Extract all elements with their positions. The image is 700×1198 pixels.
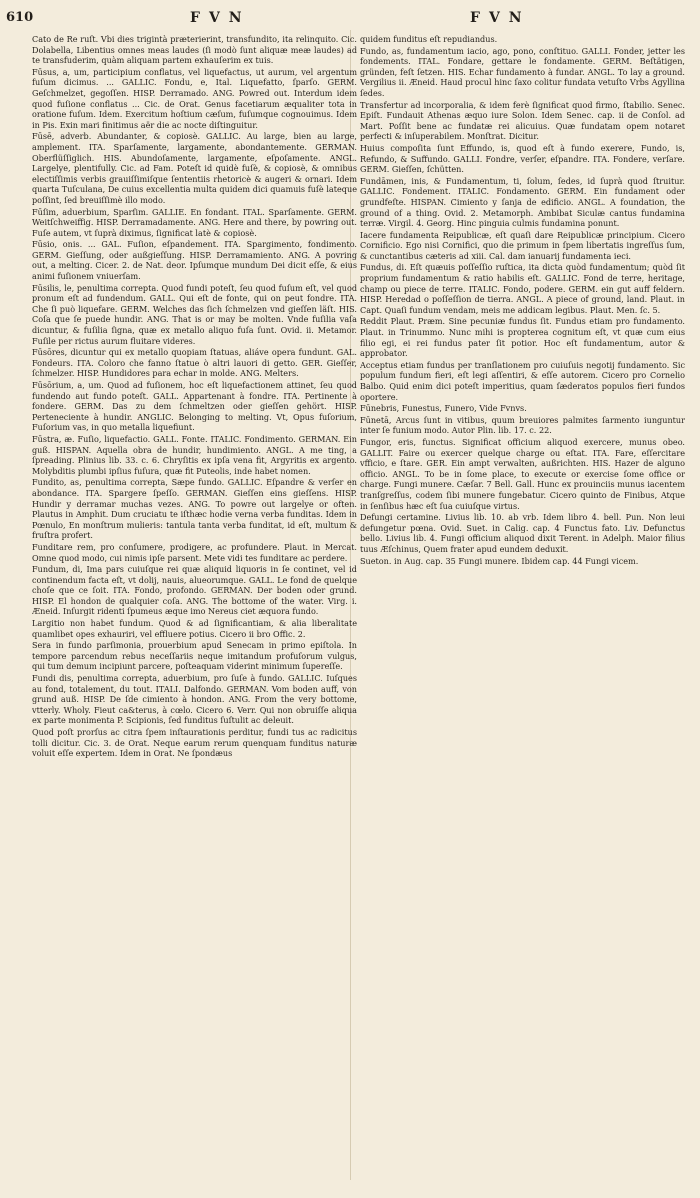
dictionary-entry: Fūsōres, dicuntur qui ex metallo quopiam ſtatuas, aliáve opera fundunt. GAL. Fondeurs. ITA. Coloro che fanno ſtatue ò altri lauori di getto. GER. Gieſſer, ſchmelzer. HISP. Hundidores para echar in molde. ANG. Melters. [32,347,357,379]
dictionary-entry: Quod poſt prorſus ac citra ſpem inſtaurationis perditur, fundi tus ac radicitus tolli dicitur. Cic. 3. de Orat. Neque earum rerum quenquam funditus naturæ voluit eſſe expertem. Idem in Orat. Ne ſpondæus [32,727,357,759]
dictionary-entry: Fūſim, aduerbium, Sparſim. GALLIE. En fondant. ITAL. Sparſamente. GERM. Weitſchweiffig. HISP. Derramadamente. ANG. Here and there, by powring out. Fuſe autem, vt ſuprà diximus, ſignificat latè & copiosè. [32,206,357,238]
running-head-left: FVN [190,10,251,26]
dictionary-entry: quidem funditus eſt repudiandus. [360,34,498,44]
dictionary-entry: Fūsē, adverb. Abundanter, & copiosè. GALLIC. Au large, bien au large, amplement. ITA. Sparſamente, largamente, abondantemente. GERMAN. Oberflüſſiglich. HIS. Abundoſamente, largamente, eſpoſamente. ANGL. Largelye, plentifully. Cic. ad Fam. Poteſt id quidè fuſè, & copiosè, & omnibus electiſſimis verbis grauiſſimiſque ſententiis rhetoricè & augeri & ornari. Idem quarta Tuſculana, De cuius excellentia multa quidem dici quamuis fuſè lateque poſſint, ſed breuiſſimè illo modo. [32,131,357,205]
dictionary-entry: Cato de Re ruſt. Vbi dies trigintà præterierint, transfundito, ita relinquito. Cic. Dolabella, Libentius omnes meas laudes (ſi modò ſunt aliquæ meæ laudes) ad te transfuderim, quàm aliquam partem exhauſerim ex tuis. [32,34,357,66]
dictionary-entry: Fūsilis, le, penultima correpta. Quod fundi poteſt, ſeu quod fuſum eſt, vel quod pronum eſt ad fundendum. GALL. Qui eſt de fonte, qui on peut fondre. ITA. Che ſi può liquefare. GERM. Welches das ſich ſchmelzen vnd gieſſen läſt. HIS. Coſa que ſe puede hundir. ANG. That is or may be molten. Vnde fuſilia vaſa dicuntur, & fuſilia ſigna, quæ ex metallo aliquo fuſa ſunt. Ovid. ii. Metamor. Fuſile per rictus aurum fluitare videres. [32,282,357,346]
dictionary-entry: Largitio non habet fundum. Quod & ad ſignificantiam, & alia liberalitate quamlibet opes exhauriri, vel effluere potius. Cicero ii bro Offic. 2. [32,618,357,639]
dictionary-entry: Fundus, di. Eſt quæuis poſſeſſio ruſtica, ita dicta quòd fundamentum; quòd ſit proprium fundamentum & ratio habilis eſt. GALLIC. Fond de terre, heritage, champ ou piece de terre. ITALIC. Fondo, podere. GERM. ein gut auff feldern. HISP. Heredad o poſſeſſion de tierra. ANGL. A piece of ground, land. Plaut. in Capt. Quaſi fundum vendam, meis me addicam legibus. Plaut. Men. ſc. 5. [360,262,685,315]
dictionary-entry: Fūnebris, Funestus, Funero, Vide Fvnvs. [360,403,527,414]
dictionary-entry: Fundum, di, Ima pars cuiuſque rei quæ aliquid liquoris in ſe continet, vel id continendum facta eſt, vt dolij, nauis, alueorumque. GALL. Le fond de quelque choſe que ce ſoit. ITA. Fondo, profondo. GERMAN. Der boden oder grund. HISP. El hondon de qualquier coſa. ANG. The bottome of the water. Virg. i. Æneid. Inſurgit ridenti ſpumeus æque imo Nereus ciet æquora fundo. [32,564,357,617]
dictionary-entry: Fūsus, a, um, participium conflatus, vel liquefactus, ut aurum, vel argentum fuſum dicimus. ... GALLIC. Fondu, e, Ital. Liquefatto, ſparſo. GERM. Geſchmelzet, gegoſſen. HISP. Derramado. ANG. Powred out. Interdum idem quod fuſione conflatus ... Cic. de Orat. Genus facetiarum æqualiter tota in oratione fuſum. Idem. Exercitum hoſtium cæſum, fuſumque cognouimus. Idem in Pis. Exin mari finitimus aër die ac nocte diſtinguitur. [32,66,357,130]
dictionary-entry: Sueton. in Aug. cap. 35 Fungi munere. Ibidem cap. 44 Fungi vicem. [360,555,639,566]
dictionary-entry: Fungor, eris, functus. Significat officium aliquod exercere, munus obeo. GALLIT. Faire ou exercer quelque charge ou eſtat. ITA. Fare, eſſercitare vfficio, e ſtare. GER. Ein ampt verwalten, außrichten. HIS. Hazer de alguno officio. ANGL. To be in ſome place, to execute or exercise ſome office or charge. Fungi munere. Cæſar. 7 Bell. Gall. Hunc ex prouinciis munus iacentem tranſgreſſus, codem ſibi munere fungebatur. Cicero quinto de Finibus, Atque in ſenſibus hæc eſt ſua cuiuſque virtus. [360,436,685,511]
dictionary-entry: Iacere fundamenta Reipublicæ, eſt quaſi dare Reipublicæ principium. Cicero Cornificio. Ego nisi Cornifici, quo die primum in ſpem libertatis ingreſſus ſum, & cunctantibus cæteris ad xiii. Cal. dam ianuarij fundamenta ieci. [360,229,685,261]
left-column [32,34,357,1184]
dictionary-entry: Fundi dis, penultima correpta, aduerbium, pro ſuſe à fundo. GALLIC. Iuſques au fond, totalement, du tout. ITALI. Dalfondo. GERMAN. Vom boden auff, von grund auß. HISP. De ſde cimiento à hondon. ANG. From the very bottome, vtterly. Wholy. Fieut ca&terus, à cœlo. Cicero 6. Verr. Qui non obruiſſe aliqua ex parte monimenta P. Scipionis, ſed funditus ſuſtulit ac deleuit. [32,673,357,726]
dictionary-entry: Fūstra, æ. Fuſio, liquefactio. GALL. Fonte. ITALIC. Fondimento. GERMAN. Ein guß. HISPAN. Aquella obra de hundir, hundimiento. ANGL. A me ting, a ſpreading. Plinius lib. 33. c. 6. Chryſitis ex ipſa vena fit, Argyritis ex argento. Molybditis plumbi ipſius fuſura, quæ fit Puteolis, inde habet nomen. [32,433,357,476]
dictionary-entry: Fundo, as, fundamentum iacio, ago, pono, conſtituo. GALLI. Fonder, jetter les fondements. ITAL. Fondare, gettare le fondamente. GERM. Beſtätigen, gründen, feſt ſetzen. HIS. Echar fundamento à fundar. ANGL. To lay a ground. Vergilius ii. Æneid. Haud procul hinc ſaxo colitur fundata vetuſto Vrbs Agyllina ſedes. [360,45,685,98]
dictionary-entry: Fundito, as, penultima correpta, Sæpe fundo. GALLIC. Eſpandre & verſer en abondance. ITA. Spargere ſpeſſo. GERMAN. Gieſſen eins gieſſens. HISP. Hundir y derramar muchas vezes. ANG. To powre out largelye or often. Plautus in Amphit. Dum cruciatu te iſthæc hodie verna verba funditas. Idem in Pœnulo, En monſtrum mulieris: tantula tanta verba funditat, id eſt, multum & fruſtra profert. [32,477,357,541]
right-column [360,34,685,1184]
dictionary-entry: Funditare rem, pro conſumere, prodigere, ac profundere. Plaut. in Mercat. Omne quod modo, cui nimis ipſe parsent. Mete vidi tes funditare ac perdere. [32,541,357,563]
dictionary-entry: Transfertur ad incorporalia, & idem ferè ſignificat quod firmo, ſtabilio. Senec. Epiſt. Fundauit Athenas æquo iure Solon. Idem Senec. cap. ii de Conſol. ad Mart. Poſſit bene ac fundatæ rei alicuius. Quæ fundatam opem notaret perfecti & inſuperabilem. Monſtrat. Dicitur. [360,99,685,142]
dictionary-entry: Acceptus etiam fundus per tranſlationem pro cuiuſuis negotij fundamento. Sic populum fundum fieri, eſt legi aſſentiri, & eſſe autorem. Cicero pro Cornelio Balbo. Quid enim dici poteſt imperitius, quam ſæderatos populos fieri fundos oportere. [360,359,685,402]
dictionary-entry: Defungi certamine. Livius lib. 10. ab vrb. Idem libro 4. bell. Pun. Non leui defungetur pœna. Ovid. Suet. in Calig. cap. 4 Functus fato. Liv. Defunctus bello. Livius lib. 4. Fungi officium aliquod dixit Terent. in Adelph. Maior filius tuus Æſchinus, Quem frater apud eundem deduxit. [360,512,685,554]
dictionary-entry: Sera in fundo parſimonia, prouerbium apud Senecam in primo epiſtola. In tempore parcendum rebus neceſſariis neque imitandum profuſorum vulgus, qui tum demum incipiunt parcere, poſteaquam viderint minimum ſupereſſe. [32,640,357,672]
dictionary-entry: Fundāmen, inis, & Fundamentum, ti, ſolum, ſedes, id ſuprà quod ſtruitur. GALLIC. Fondement. ITALIC. Fondamento. GERM. Ein fundament oder grundfeſte. HISPAN. Cimiento y ſanja de edificio. ANGL. A foundation, the ground of a thing. Ovid. 2. Metamorph. Ambibat Siculæ cantus fundamina terræ. Virgil. 4. Georg. Hinc pinguia culmis fundamina ponunt. [360,175,685,229]
dictionary-entry: Fūsōrium, a, um. Quod ad fuſionem, hoc eſt liquefactionem attinet, ſeu quod fundendo aut fundo poteſt. GALL. Appartenant à fondre. ITA. Pertinente à fondere. GERM. Das zu dem ſchmeltzen oder gieſſen gehört. HISP. Perteneciente à hundir. ANGLIC. Belonging to melting. Vt, Opus fuſorium, Fuſorium vas, in quo metalla liquefiunt. [32,380,357,433]
dictionary-entry: Reddit Plaut. Præm. Sine pecuniæ fundus ſit. Fundus etiam pro fundamento. Plaut. in Trinummo. Nunc mihi is propterea cognitum eſt, vt quæ cum eius filio egi, ei rei fundus pater ſit potior. Hoc eſt fundamentum, autor & approbator. [360,316,685,359]
dictionary-entry: Fūsio, onis. ... GAL. Fuſion, eſpandement. ITA. Spargimento, fondimento. GERM. Gieſſung, oder außgieſſung. HISP. Derramamiento. ANG. A povring out, a melting. Cicer. 2. de Nat. deor. Ipſumque mundum Dei dicit eſſe, & eius animi fuſionem vniuerſam. [32,239,357,282]
dictionary-entry: Huius compoſita ſunt Effundo, is, quod eſt à fundo exerere, Fundo, is, Refundo, & Suffundo. GALLI. Fondre, verſer, eſpandre. ITA. Fondere, verſare. GERM. Gieſſen, ſchütten. [360,142,685,175]
dictionary-entry: Fūnetā, Arcus ſunt in vitibus, quum breuiores palmites ſarmento iunguntur inter ſe funium modo. Autor Plin. lib. 17. c. 22. [360,414,685,436]
running-head-right: FVN [470,10,531,26]
page-number: 610 [6,10,34,25]
